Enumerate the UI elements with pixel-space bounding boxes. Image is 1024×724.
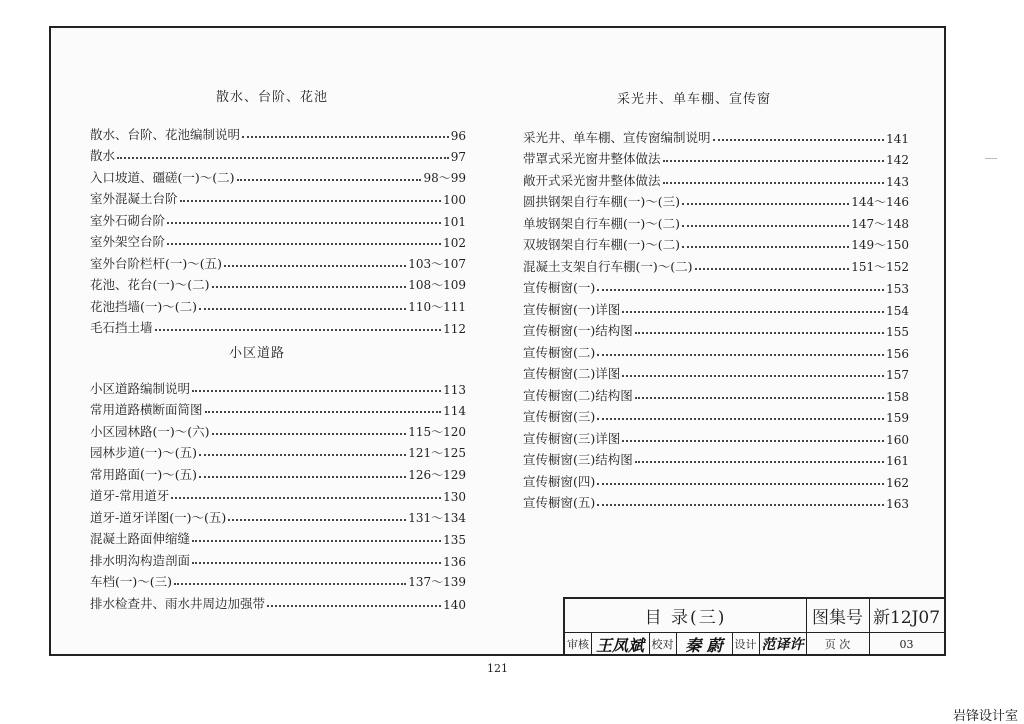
toc-roads: [90, 375, 466, 612]
toc-entry-label: 散水、台阶、花池编制说明: [90, 126, 241, 142]
toc-entry: [90, 461, 466, 483]
toc-entry-page: 98～99: [423, 170, 466, 185]
toc-entry-page: 110～111: [408, 299, 466, 314]
toc-leader-dots: [635, 331, 884, 334]
toc-entry: [523, 447, 909, 469]
toc-entry: [90, 504, 466, 526]
toc-leader-dots: [155, 328, 442, 331]
toc-leader-dots: [212, 432, 407, 435]
toc-leader-dots: [622, 439, 884, 442]
toc-entry-label: 室外石砌台阶: [90, 212, 166, 228]
toc-leader-dots: [663, 159, 885, 162]
toc-entry: [90, 315, 466, 337]
toc-entry-label: 车档(一)～(三): [90, 574, 173, 589]
toc-leader-dots: [228, 518, 406, 521]
section-title-lightwell: 采光井、单车棚、宣传窗: [617, 92, 772, 107]
toc-entry-page: 131～134: [408, 510, 466, 525]
toc-leader-dots: [622, 310, 884, 313]
toc-leader-dots: [167, 242, 441, 245]
toc-entry: [523, 404, 909, 426]
toc-leader-dots: [622, 374, 884, 377]
toc-leader-dots: [682, 202, 849, 205]
page-number: 121: [487, 662, 508, 675]
toc-entry: [90, 250, 466, 272]
toc-entry-page: 103～107: [408, 256, 466, 271]
section-title-steps: 散水、台阶、花池: [216, 90, 329, 105]
toc-entry-label: 排水明沟构造剖面: [90, 552, 191, 568]
scan-mark: [985, 158, 997, 159]
toc-entry: [523, 253, 909, 275]
toc-entry-page: 113: [443, 382, 466, 397]
toc-entry-page: 155: [886, 325, 909, 339]
toc-entry-page: 161: [886, 454, 909, 468]
toc-entry: [90, 186, 466, 208]
toc-entry-label: 混凝土路面伸缩缝: [90, 531, 191, 546]
toc-entry: [90, 121, 466, 143]
toc-entry-page: 115～120: [408, 424, 466, 439]
toc-entry: [90, 375, 466, 397]
toc-entry-page: 102: [443, 236, 466, 250]
toc-entry-page: 151～152: [851, 259, 909, 274]
toc-entry: [90, 293, 466, 315]
toc-entry-page: 157: [886, 368, 909, 382]
toc-leader-dots: [224, 264, 406, 267]
toc-entry-label: 宣传橱窗(二): [523, 344, 596, 360]
toc-entry: [90, 164, 466, 186]
toc-entry: [523, 210, 909, 232]
toc-leader-dots: [597, 503, 884, 506]
toc-entry: [90, 143, 466, 165]
toc-entry-page: 154: [886, 303, 909, 318]
toc-entry-label: 带罩式采光窗井整体做法: [523, 151, 661, 166]
toc-entry-page: 142: [886, 153, 909, 167]
toc-entry-label: 排水检查井、雨水井周边加强带: [90, 595, 266, 611]
toc-entry-page: 143: [886, 174, 909, 189]
toc-entry-page: 130: [443, 490, 466, 504]
toc-leader-dots: [597, 417, 884, 420]
toc-entry-label: 宣传橱窗(三): [523, 409, 596, 424]
toc-entry-page: 126～129: [408, 467, 466, 482]
toc-entry-page: 141: [886, 131, 909, 146]
toc-entry: [523, 189, 909, 211]
toc-leader-dots: [713, 138, 885, 141]
toc-entry-label: 小区道路编制说明: [90, 380, 191, 396]
toc-leader-dots: [635, 460, 884, 463]
toc-entry: [523, 490, 909, 512]
toc-entry: [523, 425, 909, 447]
toc-leader-dots: [635, 396, 884, 399]
catalog-title: 目 录(三): [644, 608, 727, 628]
toc-entry-page: 158: [886, 389, 909, 404]
toc-entry: [523, 339, 909, 361]
toc-entry: [523, 382, 909, 404]
toc-entry-label: 小区园林路(一)～(六): [90, 423, 210, 439]
toc-entry: [523, 275, 909, 297]
toc-entry: [90, 569, 466, 591]
toc-leader-dots: [199, 307, 406, 310]
toc-entry-label: 宣传橱窗(二)结构图: [523, 387, 633, 403]
toc-entry-label: 花池挡墙(一)～(二): [90, 298, 198, 314]
toc-leader-dots: [174, 582, 406, 585]
toc-entry: [90, 526, 466, 548]
page-label: 页 次: [824, 638, 851, 651]
toc-entry-page: 163: [886, 497, 909, 511]
toc-entry-page: 135: [443, 533, 466, 547]
toc-leader-dots: [199, 475, 406, 478]
toc-entry-label: 混凝土支架自行车棚(一)～(二): [523, 258, 693, 274]
toc-leader-dots: [682, 224, 849, 227]
check-label: 校对: [651, 638, 674, 651]
toc-entry: [90, 547, 466, 569]
toc-entry-label: 宣传橱窗(三)结构图: [523, 452, 633, 467]
toc-entry-label: 宣传橱窗(五): [523, 495, 596, 510]
toc-entry-label: 单坡钢架自行车棚(一)～(二): [523, 215, 681, 231]
toc-entry-page: 149～150: [851, 238, 909, 252]
toc-entry-label: 宣传橱窗(三)详图: [523, 430, 621, 446]
toc-entry: [90, 590, 466, 612]
toc-leader-dots: [205, 410, 442, 413]
design-signature: 范译许: [761, 637, 804, 653]
toc-entry-label: 入口坡道、礓磋(一)～(二): [90, 169, 235, 185]
toc-entry-label: 室外台阶栏杆(一)～(五): [90, 255, 223, 271]
toc-entry: [90, 418, 466, 440]
toc-leader-dots: [171, 496, 441, 499]
toc-entry-page: 114: [443, 404, 466, 418]
toc-leader-dots: [192, 389, 441, 392]
toc-entry-page: 121～125: [408, 446, 466, 460]
toc-entry-page: 97: [450, 150, 466, 164]
toc-entry-label: 宣传橱窗(四): [523, 473, 596, 489]
design-label: 设计: [734, 638, 757, 651]
toc-entry-page: 101: [443, 214, 466, 229]
toc-steps: [90, 121, 466, 336]
toc-entry-label: 宣传橱窗(一)详图: [523, 301, 621, 317]
toc-entry-page: 160: [886, 432, 909, 447]
toc-entry-page: 147～148: [851, 216, 909, 231]
toc-entry-page: 108～109: [408, 278, 466, 292]
check-signature: 秦 蔚: [685, 635, 723, 655]
toc-entry-page: 159: [886, 411, 909, 425]
toc-leader-dots: [117, 156, 449, 159]
toc-entry-label: 毛石挡土墙: [90, 320, 153, 335]
toc-entry-page: 137～139: [408, 575, 466, 589]
toc-entry: [90, 397, 466, 419]
toc-leader-dots: [597, 482, 884, 485]
toc-entry-label: 敞开式采光窗井整体做法: [523, 172, 661, 188]
atlas-number: 新12J07: [872, 608, 941, 628]
review-label: 审核: [567, 638, 589, 651]
toc-leader-dots: [242, 135, 449, 138]
toc-entry-label: 双坡钢架自行车棚(一)～(二): [523, 237, 681, 252]
toc-leader-dots: [663, 181, 885, 184]
review-signature: 王凤斌: [595, 635, 644, 655]
toc-leader-dots: [212, 285, 407, 288]
toc-entry-page: 96: [450, 128, 466, 143]
toc-entry-label: 采光井、单车棚、宣传窗编制说明: [523, 129, 711, 145]
toc-entry-label: 圆拱钢架自行车棚(一)～(三): [523, 194, 681, 209]
toc-entry-page: 136: [443, 554, 466, 569]
toc-entry-label: 花池、花台(一)～(二): [90, 277, 210, 292]
toc-leader-dots: [237, 178, 422, 181]
toc-entry-page: 153: [886, 282, 909, 296]
page-value: 03: [899, 637, 914, 651]
toc-entry-label: 散水: [90, 148, 116, 163]
toc-entry: [523, 318, 909, 340]
toc-leader-dots: [682, 245, 849, 248]
toc-entry-label: 园林步道(一)～(五): [90, 445, 198, 460]
toc-entry-label: 宣传橱窗(一)结构图: [523, 323, 633, 338]
toc-leader-dots: [167, 221, 441, 224]
toc-entry-label: 室外混凝土台阶: [90, 191, 178, 206]
toc-entry-page: 140: [443, 597, 466, 612]
toc-leader-dots: [597, 288, 884, 291]
toc-leader-dots: [695, 267, 850, 270]
toc-entry: [523, 296, 909, 318]
toc-entry: [523, 167, 909, 189]
toc-leader-dots: [199, 453, 406, 456]
toc-entry-label: 室外架空台阶: [90, 234, 166, 249]
toc-entry-label: 道牙-道牙详图(一)～(五): [90, 509, 227, 525]
toc-entry-label: 道牙-常用道牙: [90, 488, 170, 503]
toc-entry-label: 宣传橱窗(二)详图: [523, 366, 621, 381]
toc-entry-page: 162: [886, 475, 909, 490]
toc-entry-label: 宣传橱窗(一): [523, 280, 596, 295]
toc-entry: [90, 483, 466, 505]
toc-entry-label: 常用路面(一)～(五): [90, 466, 198, 482]
atlas-label: 图集号: [812, 608, 863, 628]
toc-entry: [90, 272, 466, 294]
toc-entry: [523, 146, 909, 168]
toc-leader-dots: [192, 561, 441, 564]
watermark: 岩锋设计室: [952, 709, 1018, 724]
toc-entry: [523, 468, 909, 490]
toc-entry: [90, 440, 466, 462]
toc-leader-dots: [192, 539, 441, 542]
toc-entry-page: 100: [443, 193, 466, 207]
section-title-roads: 小区道路: [229, 346, 286, 361]
toc-entry: [523, 232, 909, 254]
toc-entry-page: 156: [886, 346, 909, 361]
toc-leader-dots: [180, 199, 442, 202]
toc-entry-page: 144～146: [851, 195, 909, 209]
toc-leader-dots: [267, 604, 441, 607]
toc-entry-page: 112: [443, 322, 466, 336]
toc-leader-dots: [597, 353, 884, 356]
toc-entry-label: 常用道路横断面简图: [90, 402, 203, 417]
toc-entry: [90, 207, 466, 229]
toc-entry: [90, 229, 466, 251]
toc-lightwell: [523, 124, 909, 511]
toc-entry: [523, 361, 909, 383]
toc-entry: [523, 124, 909, 146]
title-block: [563, 597, 944, 654]
